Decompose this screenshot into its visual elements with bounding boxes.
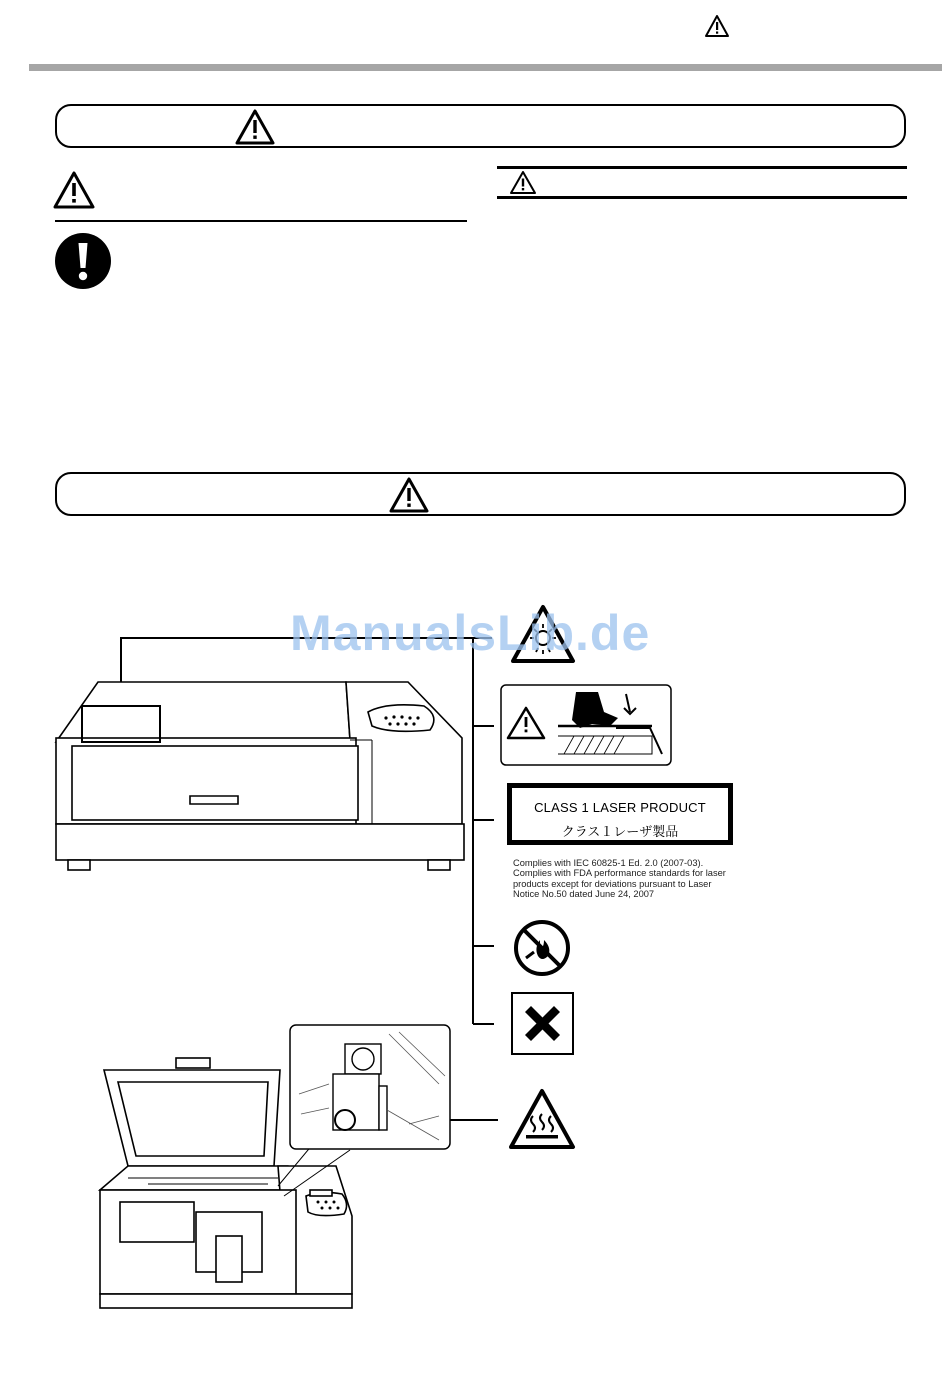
no-open-flame-sign [512,918,572,978]
laser-label-title-en: CLASS 1 LASER PRODUCT [534,800,706,815]
hot-surface-sign [508,1088,576,1150]
laser-label-line-2: Complies with FDA performance standards for laser [513,868,726,879]
laser-label-line-4: Notice No.50 dated June 24, 2007 [513,889,655,900]
laser-label-line-3: products except for deviations pursuant to Laser [513,878,712,889]
harmful-substance-sign [511,992,574,1055]
watermark-text: ManualsLib.de [290,605,651,661]
laser-product-label [501,778,741,904]
printer-closed-illustration [50,676,470,872]
laser-label-title-jp: クラス１レーザ製品 [561,824,679,839]
laser-label-box [507,783,733,845]
laser-label-line-1: Complies with IEC 60825-1 Ed. 2.0 (2007-03). [513,858,704,868]
pinch-hazard-sign [500,684,672,766]
laser-label-fine-print [513,858,739,900]
print-head-detail-inset [289,1024,451,1150]
